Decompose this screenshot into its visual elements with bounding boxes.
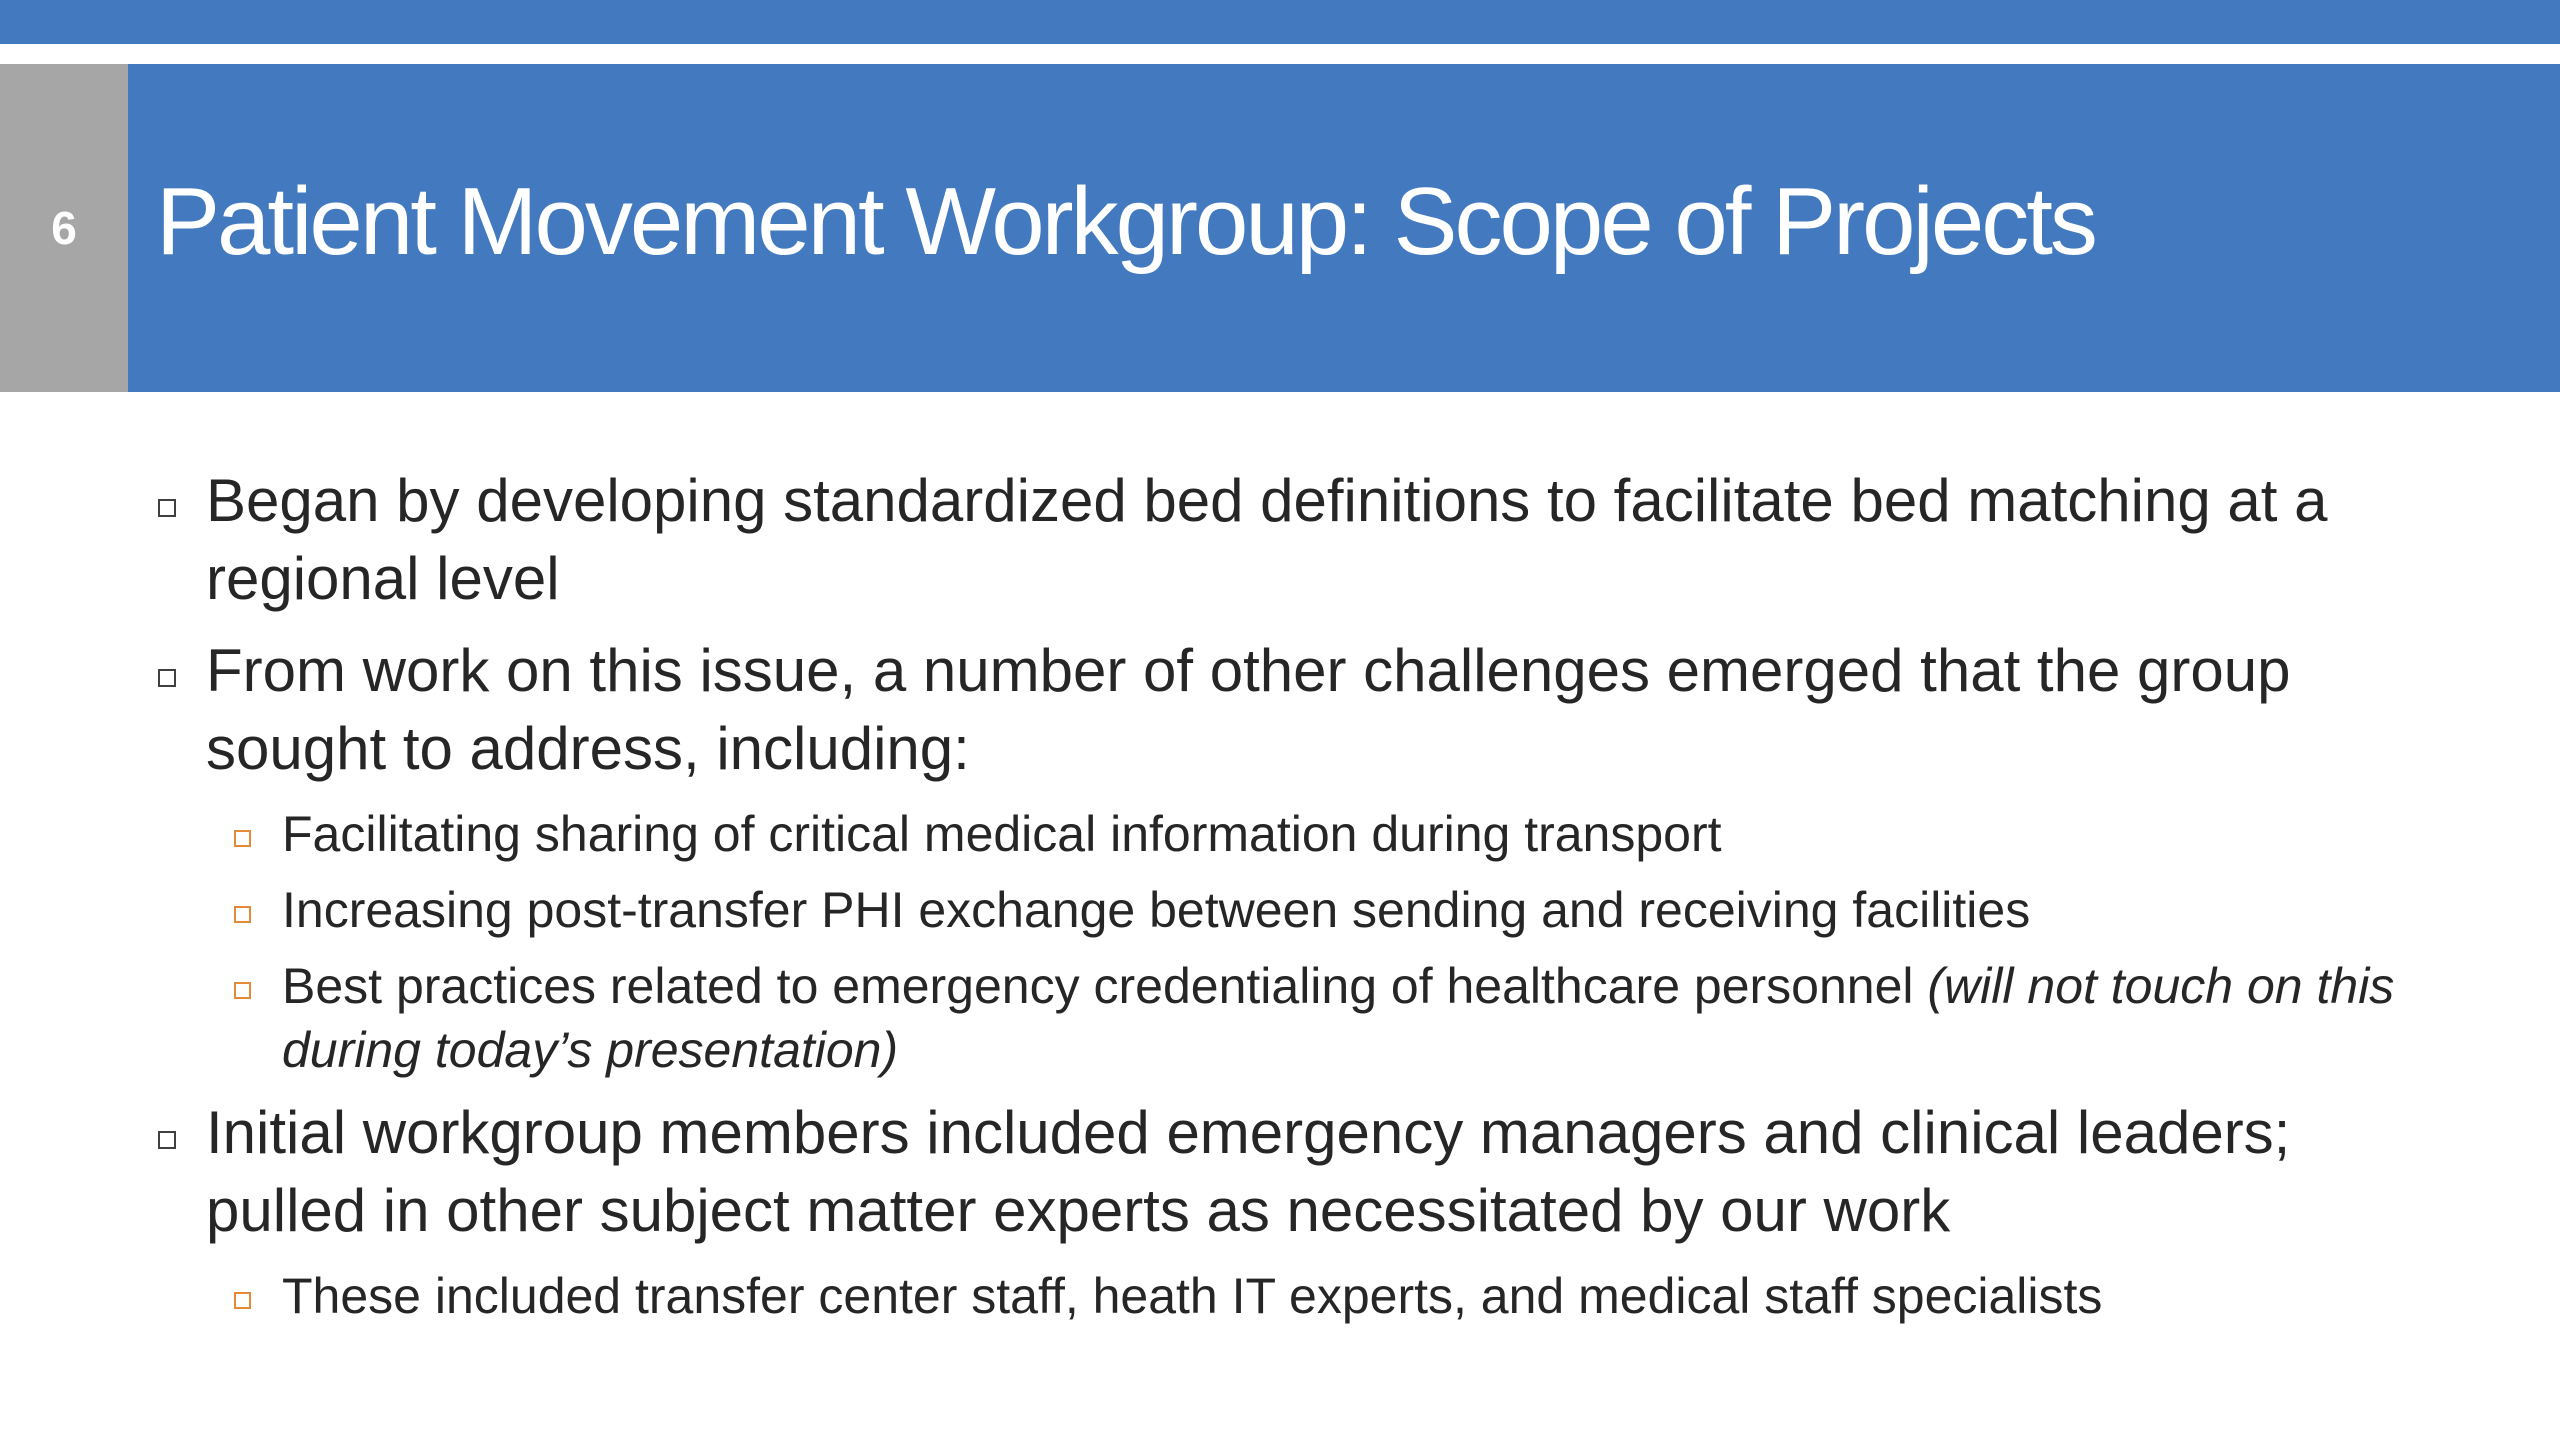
bullet-text: From work on this issue, a number of other challenges emerged that the group sought to address, including: [206, 637, 2291, 782]
title-band [128, 64, 2560, 392]
sub-bullet-note: (will not touch on this during today’s presentation) [282, 958, 2395, 1078]
bullet-text: Initial workgroup members included emergency managers and clinical leaders; pulled in other subject matter experts as necessitated by our work [206, 1099, 2291, 1244]
page-number: 6 [51, 202, 77, 254]
bullet-item [154, 1094, 2414, 1250]
orange-square-bullet-icon [234, 982, 251, 999]
sub-bullet-text: These included transfer center staff, heath IT experts, and medical staff specialists [282, 1268, 2103, 1324]
slide-title: Patient Movement Workgroup: Scope of Projects [156, 168, 2095, 275]
square-bullet-icon [158, 499, 176, 517]
bullet-list [154, 462, 2414, 1340]
sub-bullet-item [232, 954, 2414, 1082]
bullet-text: Began by developing standardized bed definitions to facilitate bed matching at a regional level [206, 467, 2328, 612]
sub-bullet-item [232, 1264, 2414, 1328]
sub-bullet-item [232, 878, 2414, 942]
orange-square-bullet-icon [234, 906, 251, 923]
orange-square-bullet-icon [234, 830, 251, 847]
orange-square-bullet-icon [234, 1292, 251, 1309]
bullet-item [154, 462, 2414, 618]
sub-bullet-text: Increasing post-transfer PHI exchange between sending and receiving facilities [282, 882, 2031, 938]
page-number-box [0, 64, 128, 392]
square-bullet-icon [158, 669, 176, 687]
sub-bullet-text: Best practices related to emergency credentialing of healthcare personnel [282, 958, 1914, 1014]
bullet-item [154, 632, 2414, 788]
square-bullet-icon [158, 1131, 176, 1149]
sub-bullet-text: Facilitating sharing of critical medical information during transport [282, 806, 1722, 862]
sub-bullet-item [232, 802, 2414, 866]
top-accent-bar [0, 0, 2560, 44]
